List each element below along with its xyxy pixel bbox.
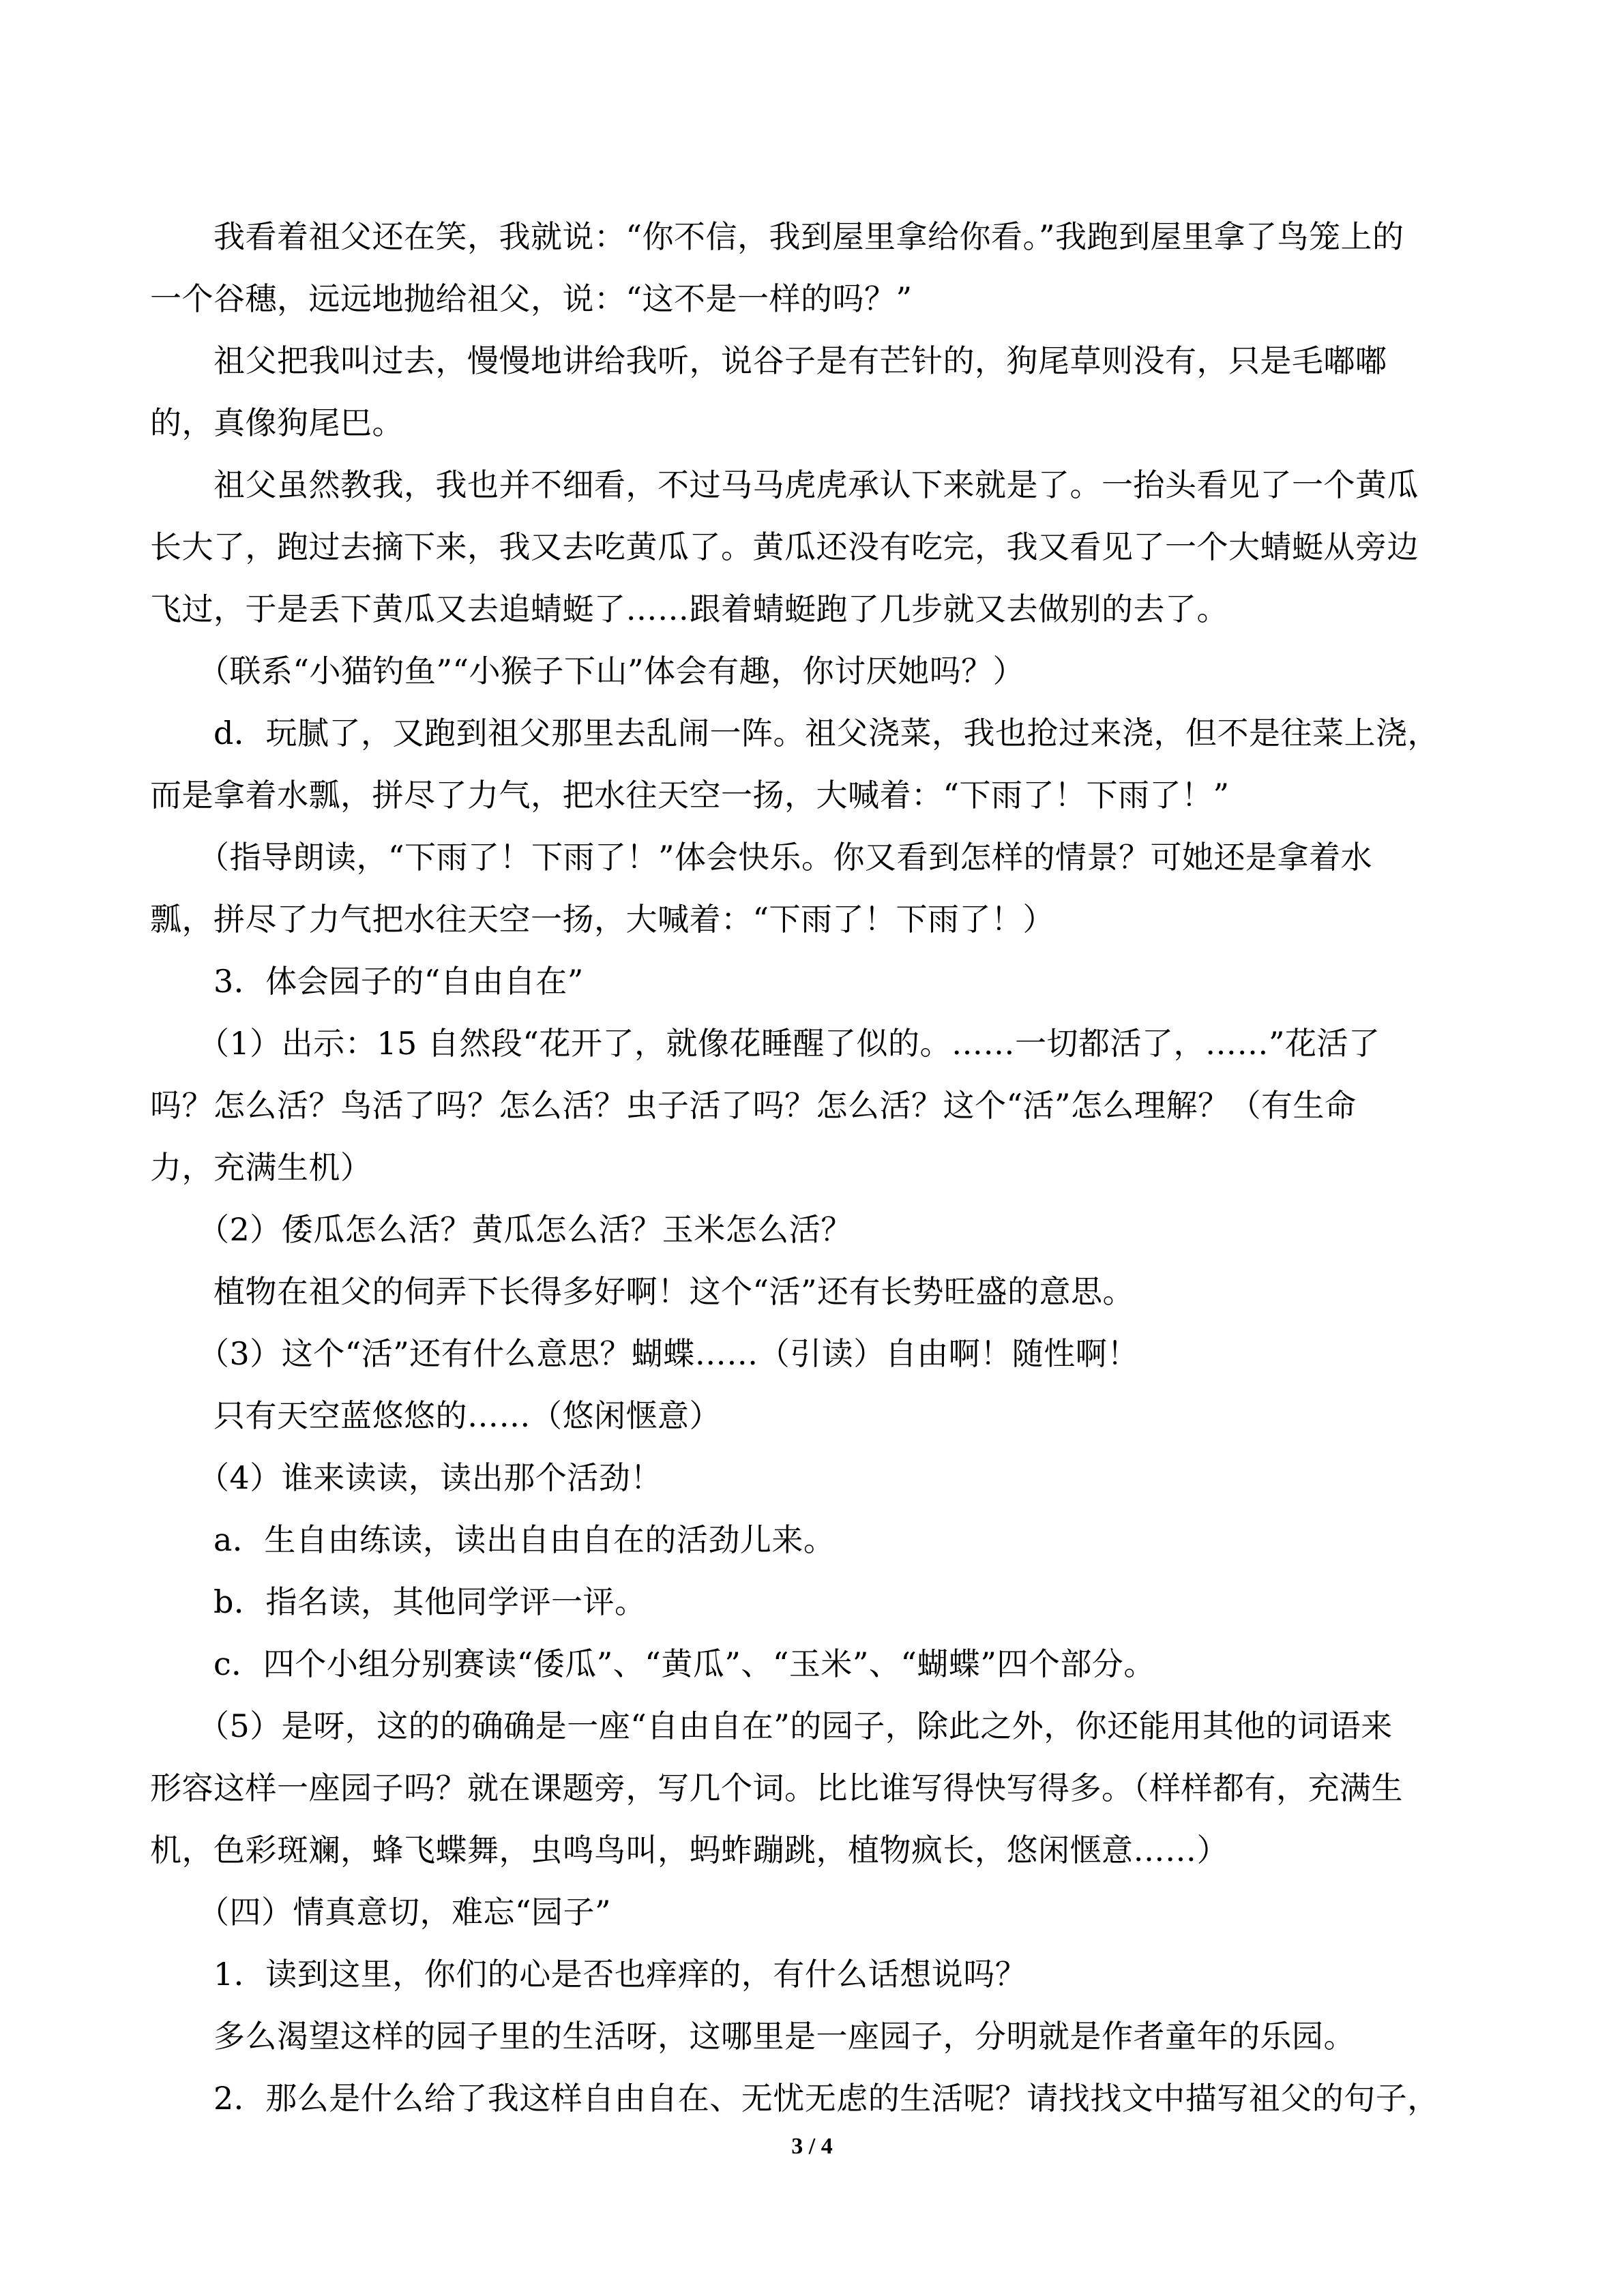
text-line: 3．体会园子的“自由自在” xyxy=(150,963,584,1000)
text-line: （指导朗读，“下雨了！下雨了！”体会快乐。你又看到怎样的情景？可她还是拿着水 xyxy=(150,839,1373,876)
text-line: 植物在祖父的伺弄下长得多好啊！这个“活”还有长势旺盛的意思。 xyxy=(150,1273,1135,1310)
text-line: 祖父把我叫过去，慢慢地讲给我听，说谷子是有芒针的，狗尾草则没有，只是毛嘟嘟 xyxy=(150,342,1387,379)
text-line: 只有天空蓝悠悠的……（悠闲惬意） xyxy=(150,1397,721,1434)
text-line: （3）这个“活”还有什么意思？蝴蝶……（引读）自由啊！随性啊！ xyxy=(150,1335,1139,1372)
text-line: c．四个小组分别赛读“倭瓜”、“黄瓜”、“玉米”、“蝴蝶”四个部分。 xyxy=(150,1645,1155,1682)
text-line: （联系“小猫钓鱼”“小猴子下山”体会有趣，你讨厌她吗？） xyxy=(150,653,1025,689)
text-line: b．指名读，其他同学评一评。 xyxy=(150,1583,647,1620)
text-line: a．生自由练读，读出自由自在的活劲儿来。 xyxy=(150,1521,836,1558)
text-line: （四）情真意切，难忘“园子” xyxy=(150,1894,612,1930)
text-line: 1．读到这里，你们的心是否也痒痒的，有什么话想说吗？ xyxy=(150,1956,1027,1993)
text-line: 一个谷穗，远远地抛给祖父，说：“这不是一样的吗？” xyxy=(150,280,913,317)
text-line: 2．那么是什么给了我这样自由自在、无忧无虑的生活呢？请找找文中描写祖父的句子， xyxy=(150,2080,1439,2117)
text-line: 力，充满生机） xyxy=(150,1149,372,1186)
page-number: 3 / 4 xyxy=(791,2134,833,2159)
text-line: 长大了，跑过去摘下来，我又去吃黄瓜了。黄瓜还没有吃完，我又看见了一个大蜻蜓从旁边 xyxy=(150,528,1419,565)
text-line: 而是拿着水瓢，拼尽了力气，把水往天空一扬，大喊着：“下雨了！下雨了！” xyxy=(150,777,1230,814)
text-line: 多么渴望这样的园子里的生活呀，这哪里是一座园子，分明就是作者童年的乐园。 xyxy=(150,2018,1355,2055)
text-line: 机，色彩斑斓，蜂飞蝶舞，虫鸣鸟叫，蚂蚱蹦跳，植物疯长，悠闲惬意……） xyxy=(150,1832,1228,1868)
text-line: 吗？怎么活？鸟活了吗？怎么活？虫子活了吗？怎么活？这个“活”怎么理解？（有生命 xyxy=(150,1087,1357,1124)
text-line: d．玩腻了，又跑到祖父那里去乱闹一阵。祖父浇菜，我也抢过来浇，但不是往菜上浇， xyxy=(150,715,1439,751)
text-line: 形容这样一座园子吗？就在课题旁，写几个词。比比谁写得快写得多。（样样都有，充满生 xyxy=(150,1770,1403,1806)
text-line: 瓢，拼尽了力气把水往天空一扬，大喊着：“下雨了！下雨了！） xyxy=(150,901,1055,938)
text-line: 的，真像狗尾巴。 xyxy=(150,404,404,441)
text-line: （5）是呀，这的的确确是一座“自由自在”的园子，除此之外，你还能用其他的词语来 xyxy=(150,1708,1393,1744)
text-line: 我看着祖父还在笑，我就说：“你不信，我到屋里拿给你看。”我跑到屋里拿了鸟笼上的 xyxy=(150,218,1404,255)
text-line: 祖父虽然教我，我也并不细看，不过马马虎虎承认下来就是了。一抬头看见了一个黄瓜 xyxy=(150,466,1419,503)
text-line: 飞过，于是丢下黄瓜又去追蜻蜓了……跟着蜻蜓跑了几步就又去做别的去了。 xyxy=(150,591,1228,627)
text-line: （1）出示：15 自然段“花开了，就像花睡醒了似的。……一切都活了，……”花活了 xyxy=(150,1025,1381,1062)
text-line: （2）倭瓜怎么活？黄瓜怎么活？玉米怎么活？ xyxy=(150,1211,853,1248)
text-line: （4）谁来读读，读出那个活劲！ xyxy=(150,1459,662,1496)
